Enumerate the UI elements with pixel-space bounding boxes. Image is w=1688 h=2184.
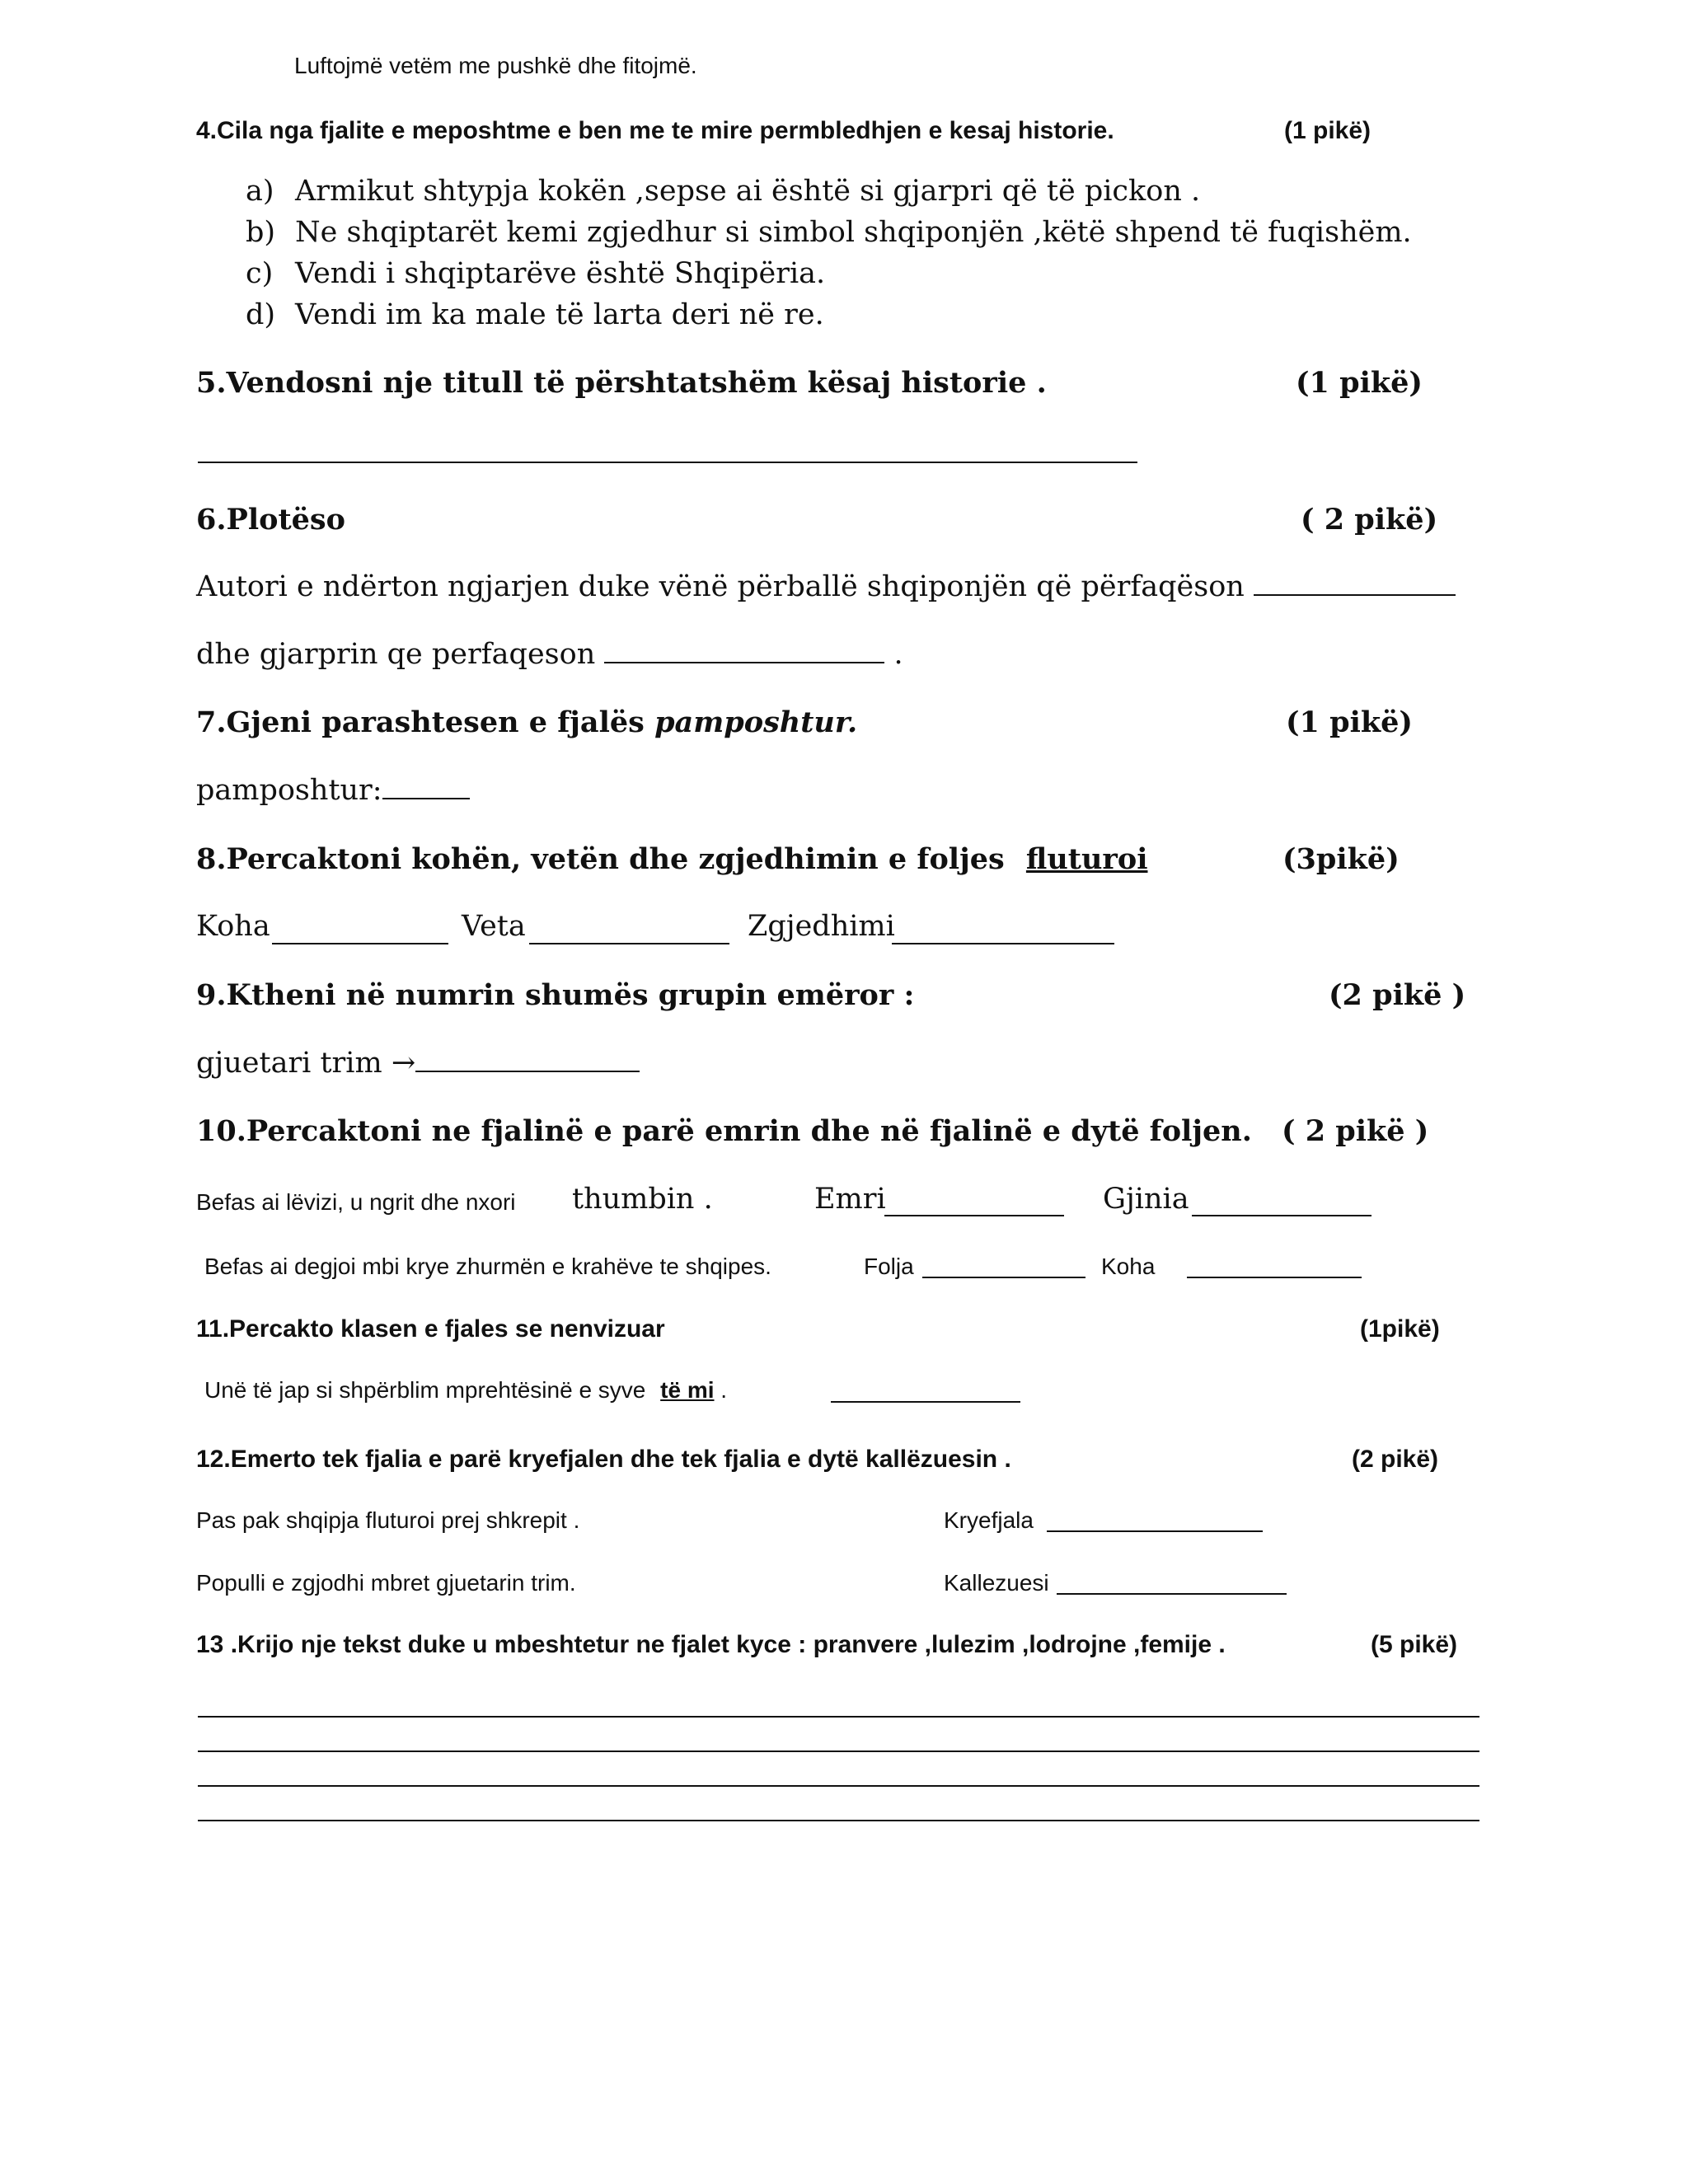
q6-line1-text: Autori e ndërton ngjarjen duke vënë përballë shqiponjën që përfaqëson	[196, 570, 1245, 603]
q11-blank[interactable]	[831, 1401, 1020, 1403]
q5-answer-line[interactable]	[198, 462, 1137, 463]
q8-title-row	[196, 842, 1148, 876]
q10-sentence1: Befas ai lëvizi, u ngrit dhe nxori	[196, 1189, 516, 1215]
q10-folja-label: Folja	[864, 1254, 914, 1279]
q9-phrase: gjuetari trim	[196, 1047, 382, 1080]
q5-points: (1 pikë)	[1296, 366, 1423, 400]
q12-label1: Kryefjala	[944, 1507, 1034, 1533]
q11-title: 11.Percakto klasen e fjales se nenvizuar	[196, 1315, 665, 1343]
q10-emri-label: Emri	[814, 1183, 886, 1216]
q10-title: 10.Percaktoni ne fjalinë e parë emrin dhe në fjalinë e dytë foljen.	[196, 1114, 1252, 1148]
q7-title-row	[196, 705, 857, 739]
q8-word: fluturoi	[1025, 842, 1148, 876]
q10-gjinia-blank[interactable]	[1192, 1215, 1372, 1216]
q13-title: 13 .Krijo nje tekst duke u mbeshtetur ne fjalet kyce : pranvere ,lulezim ,lodrojne ,femije .	[196, 1631, 1226, 1658]
q8-title: 8.Percaktoni kohën, vetën dhe zgjedhimin e foljes	[196, 842, 1005, 876]
q8-veta-label: Veta	[462, 910, 526, 943]
q4-points: (1 pikë)	[1284, 117, 1372, 144]
q12-blank2[interactable]	[1057, 1593, 1287, 1595]
q4-option-text: Armikut shtypja kokën ,sepse ai është si gjarpri që të pickon .	[295, 175, 1201, 208]
q9-blank[interactable]	[415, 1070, 640, 1072]
q4-option-letter: c)	[246, 257, 274, 290]
q7-title: 7.Gjeni parashtesen e fjalës	[196, 705, 645, 739]
q6-line2-end: .	[893, 638, 903, 671]
q4-option-letter: d)	[246, 298, 276, 331]
q6-line2	[196, 638, 903, 671]
q10-sentence2: Befas ai degjoi mbi krye zhurmën e krahëve te shqipes.	[204, 1254, 771, 1279]
q9-title: 9.Ktheni në numrin shumës grupin emëror :	[196, 978, 915, 1012]
q5-title: 5.Vendosni nje titull të përshtatshëm kësaj historie .	[196, 366, 1047, 400]
q8-zgjedhimi-blank[interactable]	[892, 943, 1114, 944]
q10-koha-blank[interactable]	[1187, 1277, 1362, 1278]
q6-blank-1[interactable]	[1254, 593, 1456, 596]
q13-answer-line[interactable]	[198, 1820, 1479, 1821]
q6-title: 6.Plotëso	[196, 503, 345, 537]
q13-answer-line[interactable]	[198, 1716, 1479, 1718]
q6-blank-2[interactable]	[604, 661, 884, 663]
q9-points: (2 pikë )	[1329, 978, 1466, 1012]
q7-points: (1 pikë)	[1286, 705, 1413, 739]
q11-sentence-row	[204, 1377, 727, 1404]
q10-points: ( 2 pikë )	[1282, 1114, 1429, 1148]
q4-option-letter: a)	[246, 175, 274, 208]
q4-option-text: Vendi im ka male të larta deri në re.	[295, 298, 824, 331]
q13-answer-line[interactable]	[198, 1750, 1479, 1752]
q8-veta-blank[interactable]	[529, 943, 729, 944]
q12-title: 12.Emerto tek fjalia e parë kryefjalen dhe tek fjalia e dytë kallëzuesin .	[196, 1446, 1011, 1473]
q12-points: (2 pikë)	[1352, 1446, 1439, 1473]
q4-option-text: Vendi i shqiptarëve është Shqipëria.	[295, 257, 826, 290]
q8-zgjedhimi-label: Zgjedhimi	[748, 910, 895, 943]
q8-koha-blank[interactable]	[272, 943, 448, 944]
intro-line: Luftojmë vetëm me pushkë dhe fitojmë.	[294, 53, 697, 78]
q4-option-letter: b)	[246, 216, 276, 249]
arrow-right-icon: →	[391, 1047, 416, 1080]
q11-underlined-word: të mi	[660, 1377, 715, 1403]
q7-answer-row	[196, 774, 470, 807]
q13-answer-line[interactable]	[198, 1785, 1479, 1787]
q10-koha-label: Koha	[1101, 1254, 1156, 1279]
q12-blank1[interactable]	[1047, 1530, 1263, 1532]
q4-title: 4.Cila nga fjalite e meposhtme e ben me te mire permbledhjen e kesaj historie.	[196, 117, 1114, 144]
q8-points: (3pikë)	[1282, 842, 1400, 876]
q10-emri-blank[interactable]	[884, 1215, 1064, 1216]
q13-points: (5 pikë)	[1371, 1631, 1458, 1658]
q8-koha-label: Koha	[196, 910, 270, 943]
q6-line1	[196, 570, 1456, 603]
q7-answer-label: pamposhtur:	[196, 774, 382, 807]
q4-option-text: Ne shqiptarët kemi zgjedhur si simbol shqiponjën ,këtë shpend të fuqishëm.	[295, 216, 1412, 249]
q6-points: ( 2 pikë)	[1301, 503, 1438, 537]
q7-word: pamposhtur.	[654, 705, 858, 739]
q7-blank[interactable]	[382, 797, 470, 799]
q12-sentence2: Populli e zgjodhi mbret gjuetarin trim.	[196, 1570, 576, 1596]
q11-points: (1pikë)	[1360, 1315, 1440, 1343]
q11-sentence: Unë të jap si shpërblim mprehtësinë e syve	[204, 1377, 646, 1403]
q9-answer-row	[196, 1047, 640, 1080]
q6-line2-text: dhe gjarprin qe perfaqeson	[196, 638, 596, 671]
q11-end: .	[720, 1377, 728, 1403]
q12-sentence1: Pas pak shqipja fluturoi prej shkrepit .	[196, 1507, 580, 1533]
q10-sentence1-word: thumbin .	[572, 1183, 713, 1216]
q12-label2: Kallezuesi	[944, 1570, 1049, 1596]
q10-folja-blank[interactable]	[922, 1277, 1085, 1278]
q10-gjinia-label: Gjinia	[1103, 1183, 1189, 1216]
